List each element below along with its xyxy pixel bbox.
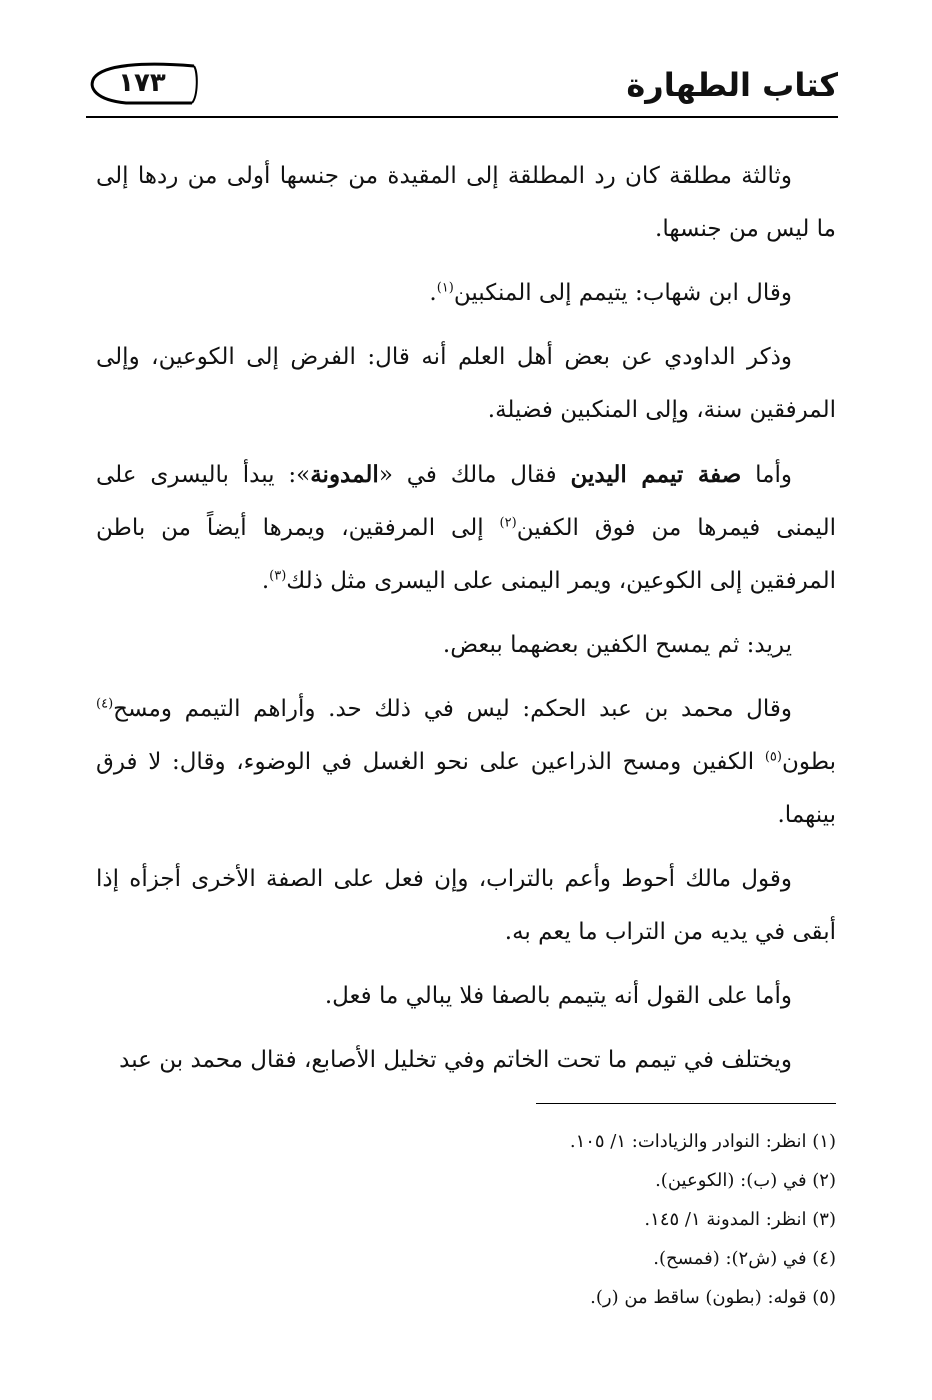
- footnote: (٤) في (ش٢): (فمسح).: [653, 1248, 836, 1269]
- bold-term: صفة تيمم اليدين: [570, 461, 742, 488]
- paragraph-text: الكفين ومسح الذراعين على نحو الغسل في الوضوء، وقال: لا فرق بينهما.: [96, 749, 836, 828]
- paragraph: [96, 853, 836, 959]
- paragraph: [96, 619, 836, 672]
- paragraph: [96, 1034, 836, 1087]
- paragraph-text: »: يبدأ باليسرى على اليمنى فيمرها من فوق الكفين: [96, 462, 836, 541]
- paragraph-text: ويختلف في تيمم ما تحت الخاتم وفي تخليل الأصابع، فقال محمد بن عبد: [119, 1047, 792, 1073]
- paragraph: [96, 683, 836, 842]
- paragraph-text: وأما على القول أنه يتيمم بالصفا فلا يبالي ما فعل.: [324, 983, 792, 1009]
- body-text: [96, 150, 836, 1098]
- footnote-ref: (١): [436, 280, 454, 296]
- paragraph-text: وقال محمد بن عبد الحكم: ليس في ذلك حد. وأراهم التيمم ومسح: [113, 696, 792, 722]
- book-title: كتاب الطهارة: [626, 66, 838, 104]
- paragraph-text: وثالثة مطلقة كان رد المطلقة إلى المقيدة من جنسها أولى من ردها إلى ما ليس من جنسها.: [96, 163, 836, 242]
- paragraph: [96, 267, 836, 320]
- paragraph-text: بطون: [781, 749, 836, 775]
- paragraph: [96, 150, 836, 256]
- footnote-ref: (٤): [96, 696, 114, 712]
- paragraph: [96, 448, 836, 608]
- footnote: (١) انظر: النوادر والزيادات: ١/ ١٠٥.: [569, 1131, 836, 1152]
- paragraph-text: إلى المرفقين، ويمرها أيضاً من باطن المرفقين إلى الكوعين، ويمر اليمنى على اليسرى مثل ذلك: [96, 515, 836, 594]
- page-header: [86, 52, 838, 122]
- footnote-ref: (٥): [764, 749, 782, 765]
- page-number: ١٧٣: [118, 68, 166, 98]
- footnote: (٢) في (ب): (الكوعين).: [655, 1170, 836, 1191]
- paragraph-text: وقال ابن شهاب: يتيمم إلى المنكبين: [453, 280, 792, 306]
- footnote-separator: [536, 1103, 836, 1104]
- paragraph-text: وقول مالك أحوط وأعم بالتراب، وإن فعل على الصفة الأخرى أجزأه إذا أبقى في يديه من التراب ما يعم به.: [96, 866, 836, 945]
- paragraph-text: وذكر الداودي عن بعض أهل العلم أنه قال: الفرض إلى الكوعين، وإلى المرفقين سنة، وإلى المنكبين فضيلة.: [96, 344, 836, 423]
- footnote: (٥) قوله: (بطون) ساقط من (ر).: [590, 1287, 836, 1308]
- paragraph-text: فقال مالك في «: [378, 462, 571, 488]
- paragraph-text: وأما: [741, 462, 792, 488]
- paragraph: [96, 331, 836, 437]
- footnotes: [96, 1122, 836, 1317]
- footnote-ref: (٣): [269, 568, 287, 584]
- bold-term: المدونة: [310, 461, 379, 488]
- paragraph-text: .: [429, 280, 437, 306]
- footnote: (٣) انظر: المدونة ١/ ١٤٥.: [644, 1209, 836, 1230]
- paragraph: [96, 970, 836, 1023]
- paragraph-text: يريد: ثم يمسح الكفين بعضهما ببعض.: [442, 632, 792, 658]
- header-rule: [86, 116, 838, 118]
- paragraph-text: .: [261, 568, 270, 594]
- footnote-ref: (٢): [499, 515, 517, 531]
